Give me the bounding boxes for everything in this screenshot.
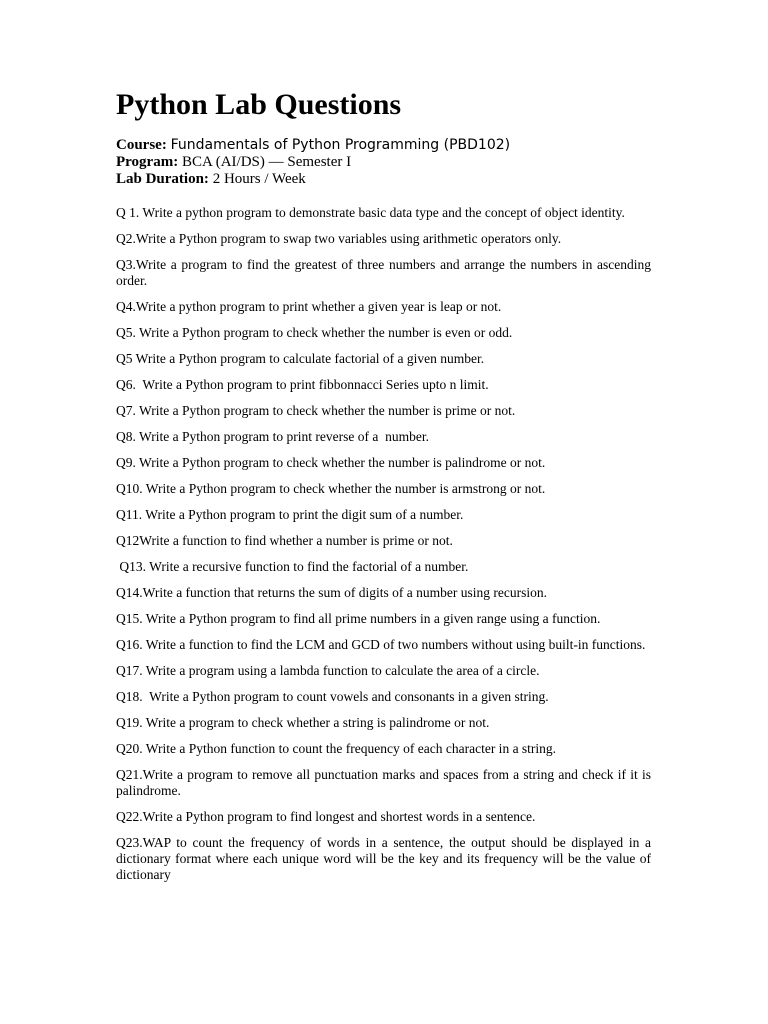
question-item: Q11. Write a Python program to print the digit sum of a number.: [116, 507, 464, 522]
question-item: Q5. Write a Python program to check whether the number is even or odd.: [116, 325, 513, 340]
question-item: Q 1. Write a python program to demonstrate basic data type and the concept of object identity.: [116, 205, 625, 220]
question-item: Q14.Write a function that returns the sum of digits of a number using recursion.: [116, 585, 547, 600]
question-item: Q15. Write a Python program to find all prime numbers in a given range using a function.: [116, 611, 601, 626]
duration-label: Lab Duration:: [116, 171, 209, 187]
duration-line: [116, 171, 510, 188]
question-item: Q20. Write a Python function to count the frequency of each character in a string.: [116, 741, 557, 756]
question-item: Q19. Write a program to check whether a string is palindrome or not.: [116, 715, 490, 730]
question-item: Q8. Write a Python program to print reverse of a number.: [116, 429, 430, 444]
question-item: Q17. Write a program using a lambda function to calculate the area of a circle.: [116, 663, 540, 678]
question-item: Q4.Write a python program to print whether a given year is leap or not.: [116, 299, 502, 314]
course-label: Course:: [116, 137, 167, 153]
duration-value: 2 Hours / Week: [212, 171, 306, 187]
program-value: BCA (AI/DS) — Semester I: [181, 154, 352, 170]
page-title: Python Lab Questions: [116, 88, 402, 121]
question-item: Q21.Write a program to remove all punctuation marks and spaces from a string and check if it is palindrome.: [116, 767, 655, 798]
question-item: Q23.WAP to count the frequency of words in a sentence, the output should be displayed in a dictionary format where each unique word will be the key and its frequency will be the value of dictionary: [116, 835, 655, 882]
program-line: [116, 154, 510, 171]
question-item: Q5 Write a Python program to calculate factorial of a given number.: [116, 351, 485, 366]
course-info: [116, 137, 510, 188]
course-line: [116, 137, 510, 154]
question-item: Q18. Write a Python program to count vowels and consonants in a given string.: [116, 689, 549, 704]
question-item: Q3.Write a program to find the greatest of three numbers and arrange the numbers in ascending order.: [116, 257, 655, 288]
question-item: Q2.Write a Python program to swap two variables using arithmetic operators only.: [116, 231, 562, 246]
question-item: Q13. Write a recursive function to find the factorial of a number.: [116, 559, 469, 574]
question-item: Q16. Write a function to find the LCM and GCD of two numbers without using built-in functions.: [116, 637, 646, 652]
question-item: Q9. Write a Python program to check whether the number is palindrome or not.: [116, 455, 546, 470]
program-label: Program:: [116, 154, 179, 170]
question-item: Q7. Write a Python program to check whether the number is prime or not.: [116, 403, 516, 418]
question-item: Q10. Write a Python program to check whether the number is armstrong or not.: [116, 481, 546, 496]
question-list: [116, 205, 655, 893]
question-item: Q12Write a function to find whether a number is prime or not.: [116, 533, 453, 548]
question-item: Q6. Write a Python program to print fibbonnacci Series upto n limit.: [116, 377, 489, 392]
course-value: Fundamentals of Python Programming (PBD102): [170, 137, 511, 153]
question-item: Q22.Write a Python program to find longest and shortest words in a sentence.: [116, 809, 536, 824]
